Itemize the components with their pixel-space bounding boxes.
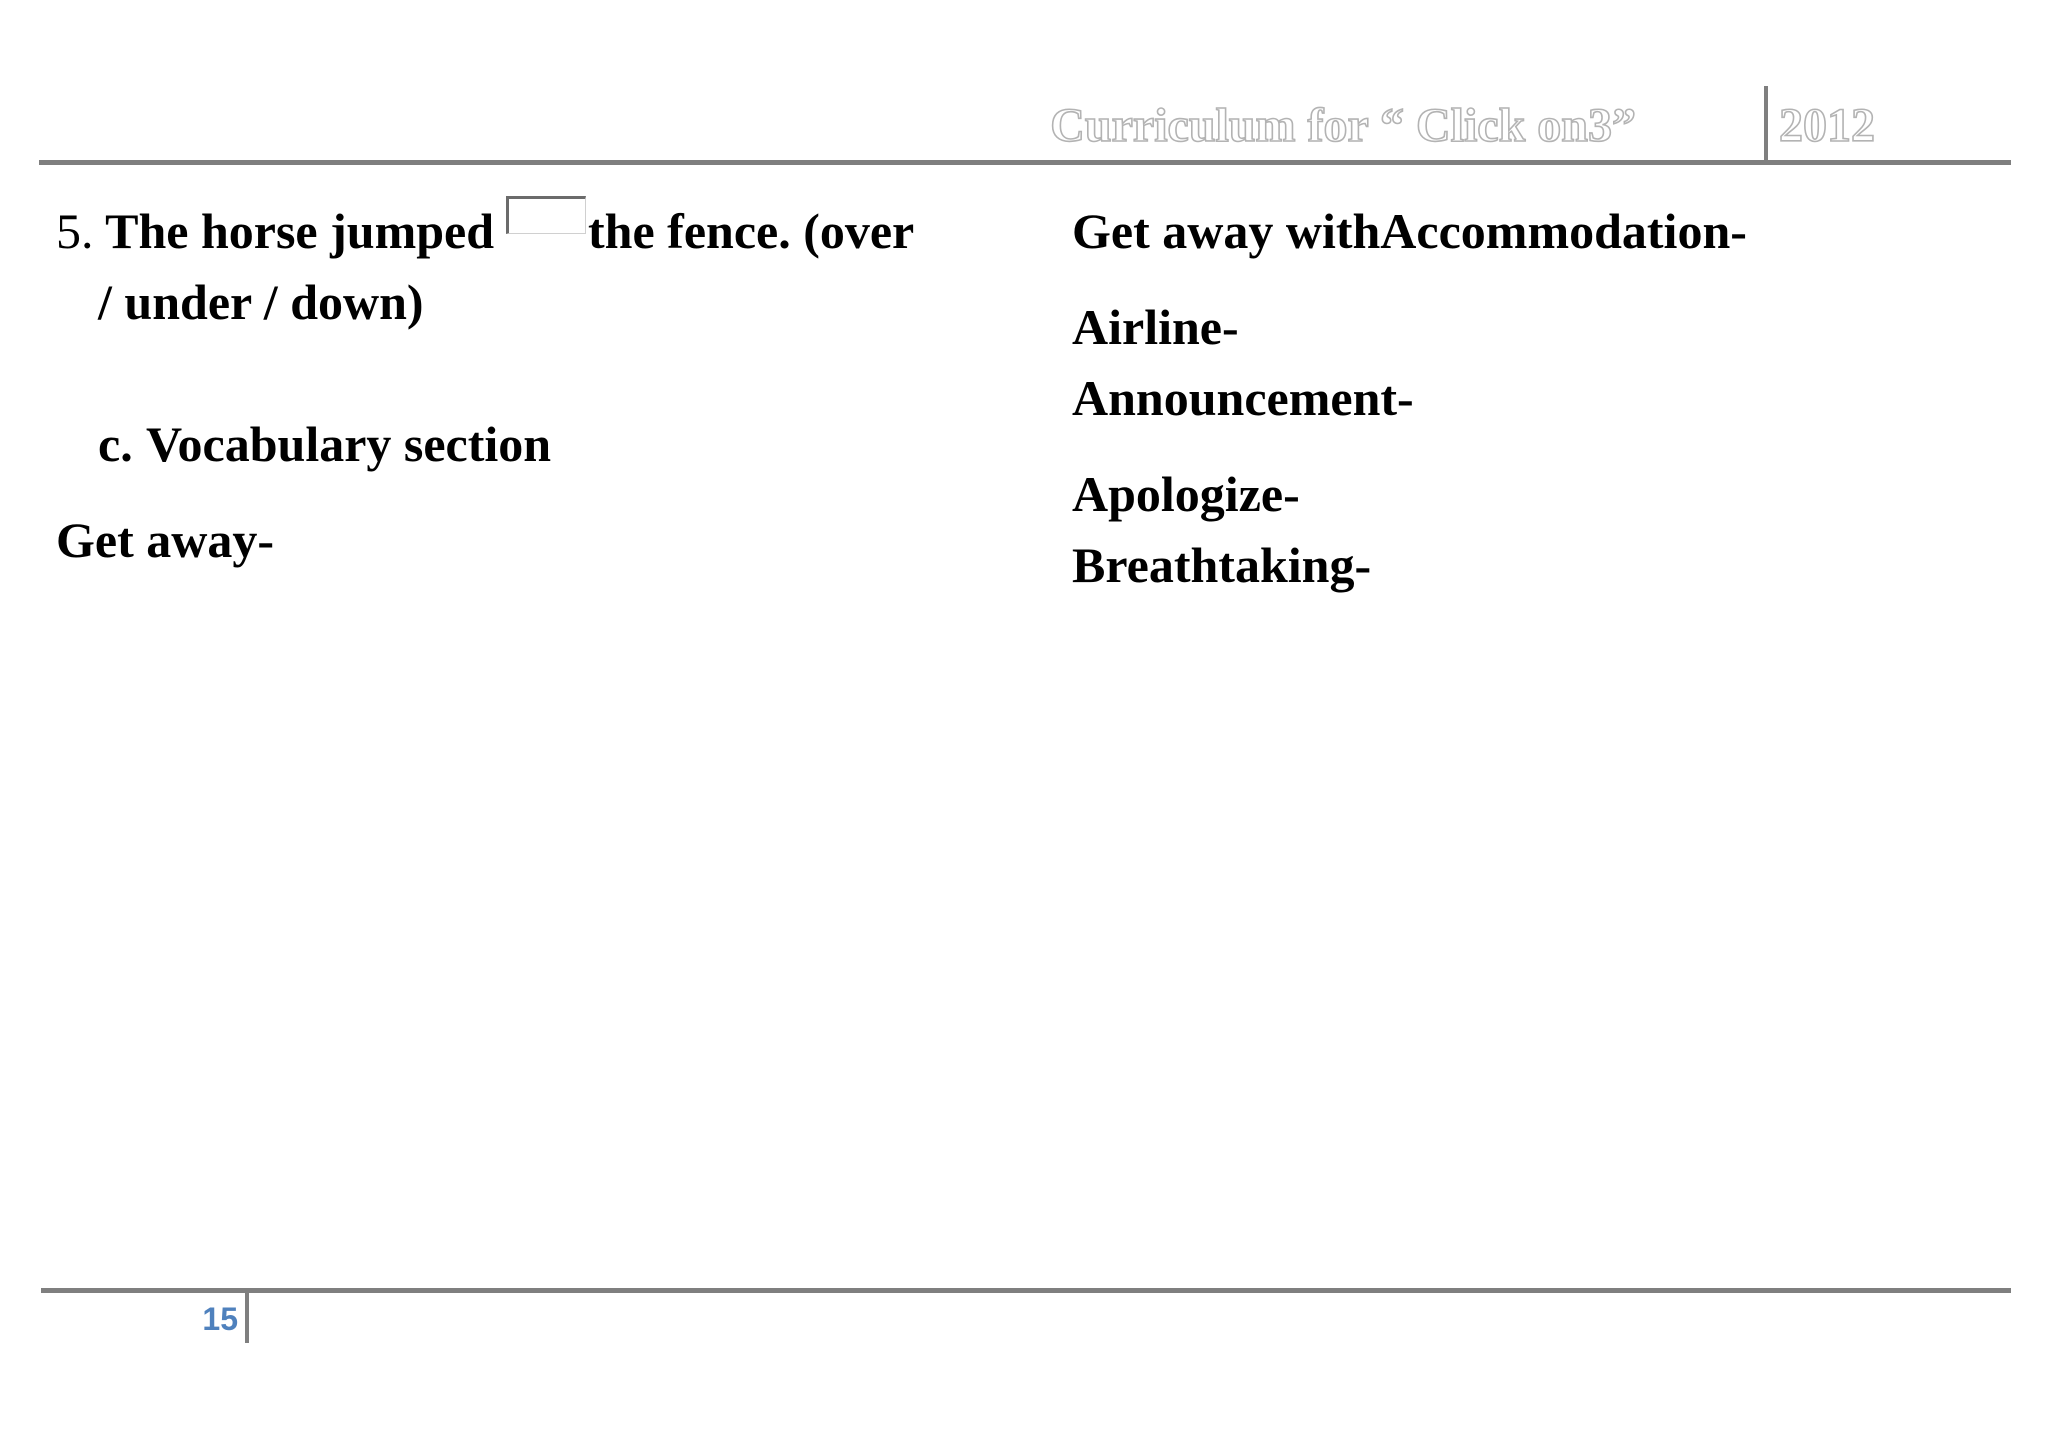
right-column — [1072, 196, 1972, 601]
vocab-item: Apologize- — [1072, 466, 1300, 522]
section-letter: c. — [98, 416, 133, 472]
question-text-after: the fence. (over — [588, 203, 915, 259]
section-title: Vocabulary section — [146, 416, 552, 472]
left-column — [56, 196, 996, 576]
footer-divider — [245, 1293, 249, 1343]
question-5 — [56, 196, 996, 267]
footer-rule — [41, 1288, 2011, 1293]
header-divider — [1764, 86, 1768, 162]
vocabulary-section-heading — [56, 409, 996, 480]
vocab-item: Announcement- — [1072, 370, 1414, 426]
question-options-line: / under / down) — [98, 274, 424, 330]
vocab-item: Breathtaking- — [1072, 537, 1372, 593]
vocab-item: Airline- — [1072, 299, 1239, 355]
header-year: 2012 — [1779, 99, 1875, 152]
vocab-item: Get away- — [56, 512, 274, 568]
page-number: 15 — [202, 1301, 238, 1337]
answer-blank-field[interactable] — [506, 196, 586, 234]
page-header — [1050, 96, 1890, 162]
header-rule — [39, 160, 2011, 165]
header-title: Curriculum for “ Click on3” — [1050, 99, 1636, 152]
question-number: 5. — [56, 203, 94, 259]
vocab-item: Get away withAccommodation- — [1072, 203, 1747, 259]
question-text-before: The horse jumped — [105, 203, 495, 259]
